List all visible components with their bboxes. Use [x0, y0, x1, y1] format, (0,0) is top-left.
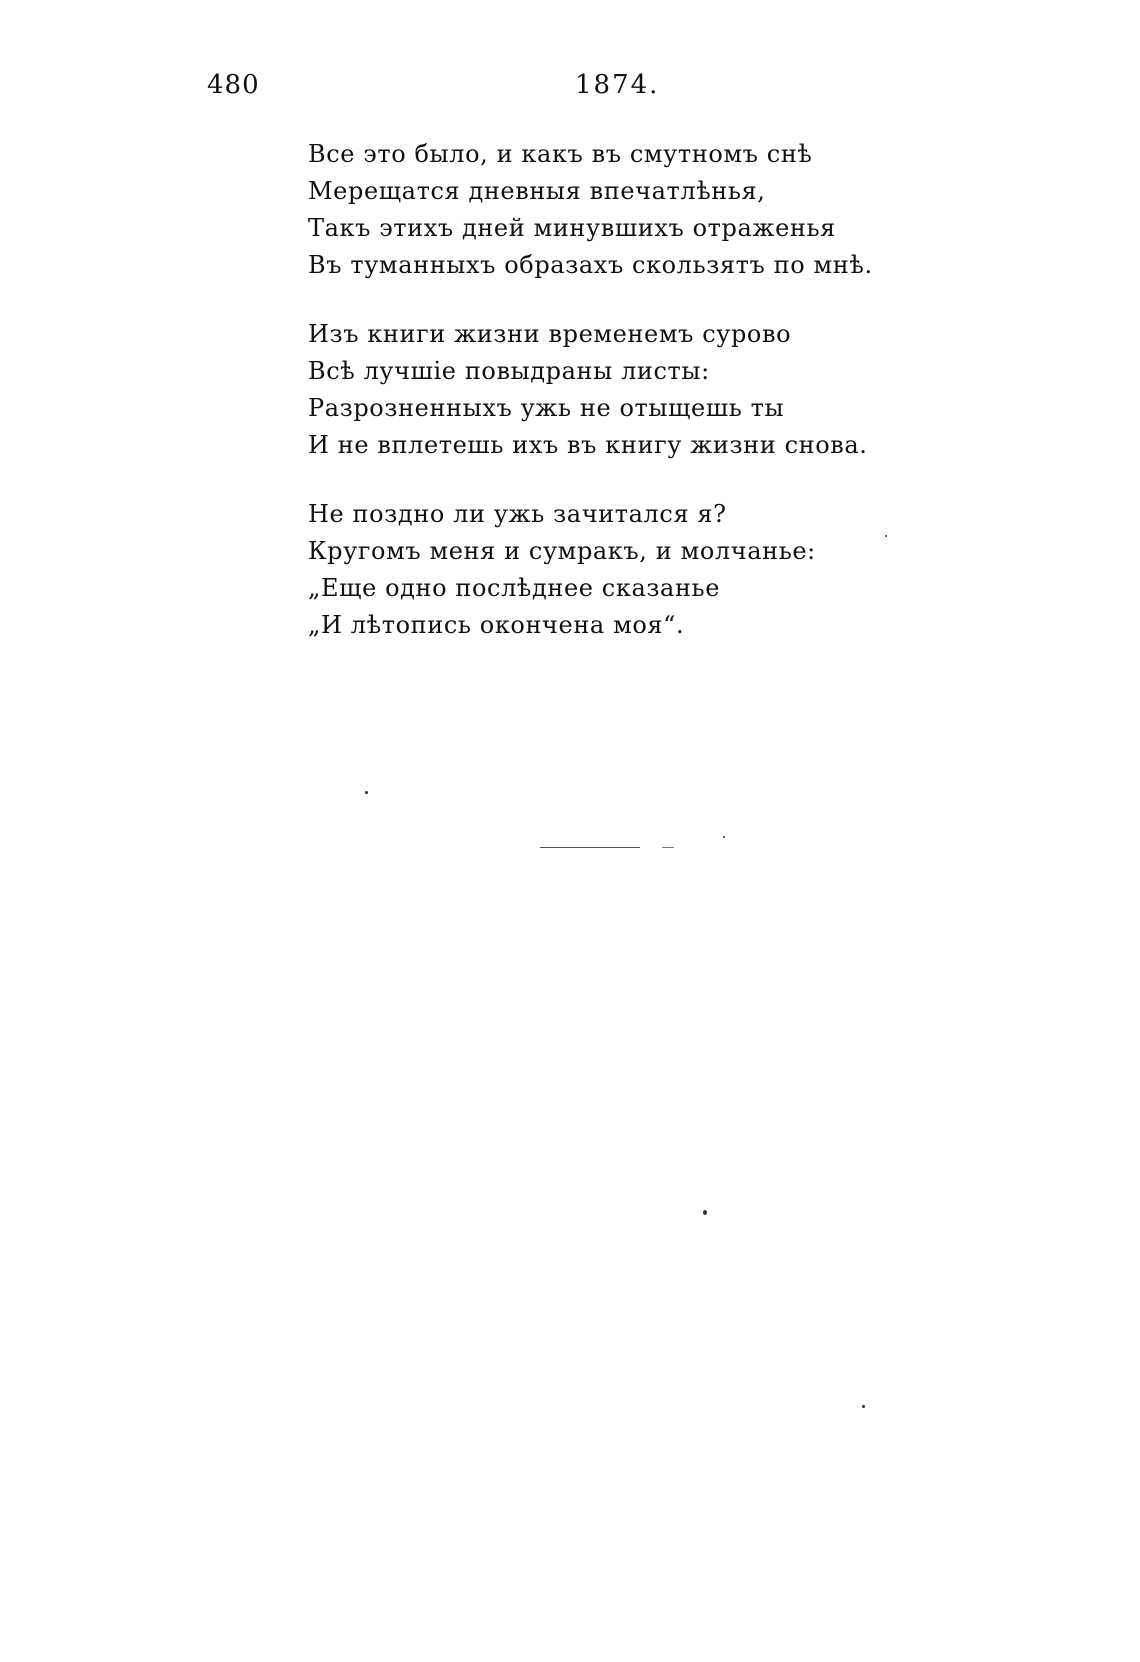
- ink-speck: [862, 1405, 865, 1408]
- poem: [308, 136, 928, 676]
- poem-line: И не вплетешь ихъ въ книгу жизни снова.: [308, 431, 868, 459]
- ink-speck: [703, 1210, 707, 1215]
- poem-line: Кругомъ меня и сумракъ, и молчанье:: [308, 537, 816, 565]
- page-number: 480: [207, 70, 260, 100]
- stanza-1: [308, 136, 928, 284]
- ink-speck: [723, 836, 725, 838]
- poem-line: Въ туманныхъ образахъ скользятъ по мнѣ.: [308, 251, 873, 279]
- stanza-2: [308, 316, 928, 464]
- poem-line: Изъ книги жизни временемъ сурово: [308, 320, 792, 348]
- ink-speck: [365, 791, 368, 794]
- end-rule: [540, 847, 640, 848]
- poem-line: Разрозненныхъ ужь не отыщешь ты: [308, 394, 785, 422]
- ink-speck: [885, 535, 887, 537]
- poem-line: Такъ этихъ дней минувшихъ отраженья: [308, 214, 836, 242]
- poem-line: Не поздно ли ужь зачитался я?: [308, 500, 727, 528]
- end-rule-tail: [662, 847, 674, 848]
- page-header: [0, 70, 1140, 110]
- poem-line: Всѣ лучшіе повыдраны листы:: [308, 357, 710, 385]
- running-head-year: 1874.: [575, 70, 660, 100]
- poem-line: „Еще одно послѣднее сказанье: [308, 574, 721, 602]
- poem-line: „И лѣтопись окончена моя“.: [308, 611, 685, 639]
- poem-line: Все это было, и какъ въ смутномъ снѣ: [308, 140, 813, 168]
- stanza-3: [308, 496, 928, 644]
- poem-line: Мерещатся дневныя впечатлѣнья,: [308, 177, 766, 205]
